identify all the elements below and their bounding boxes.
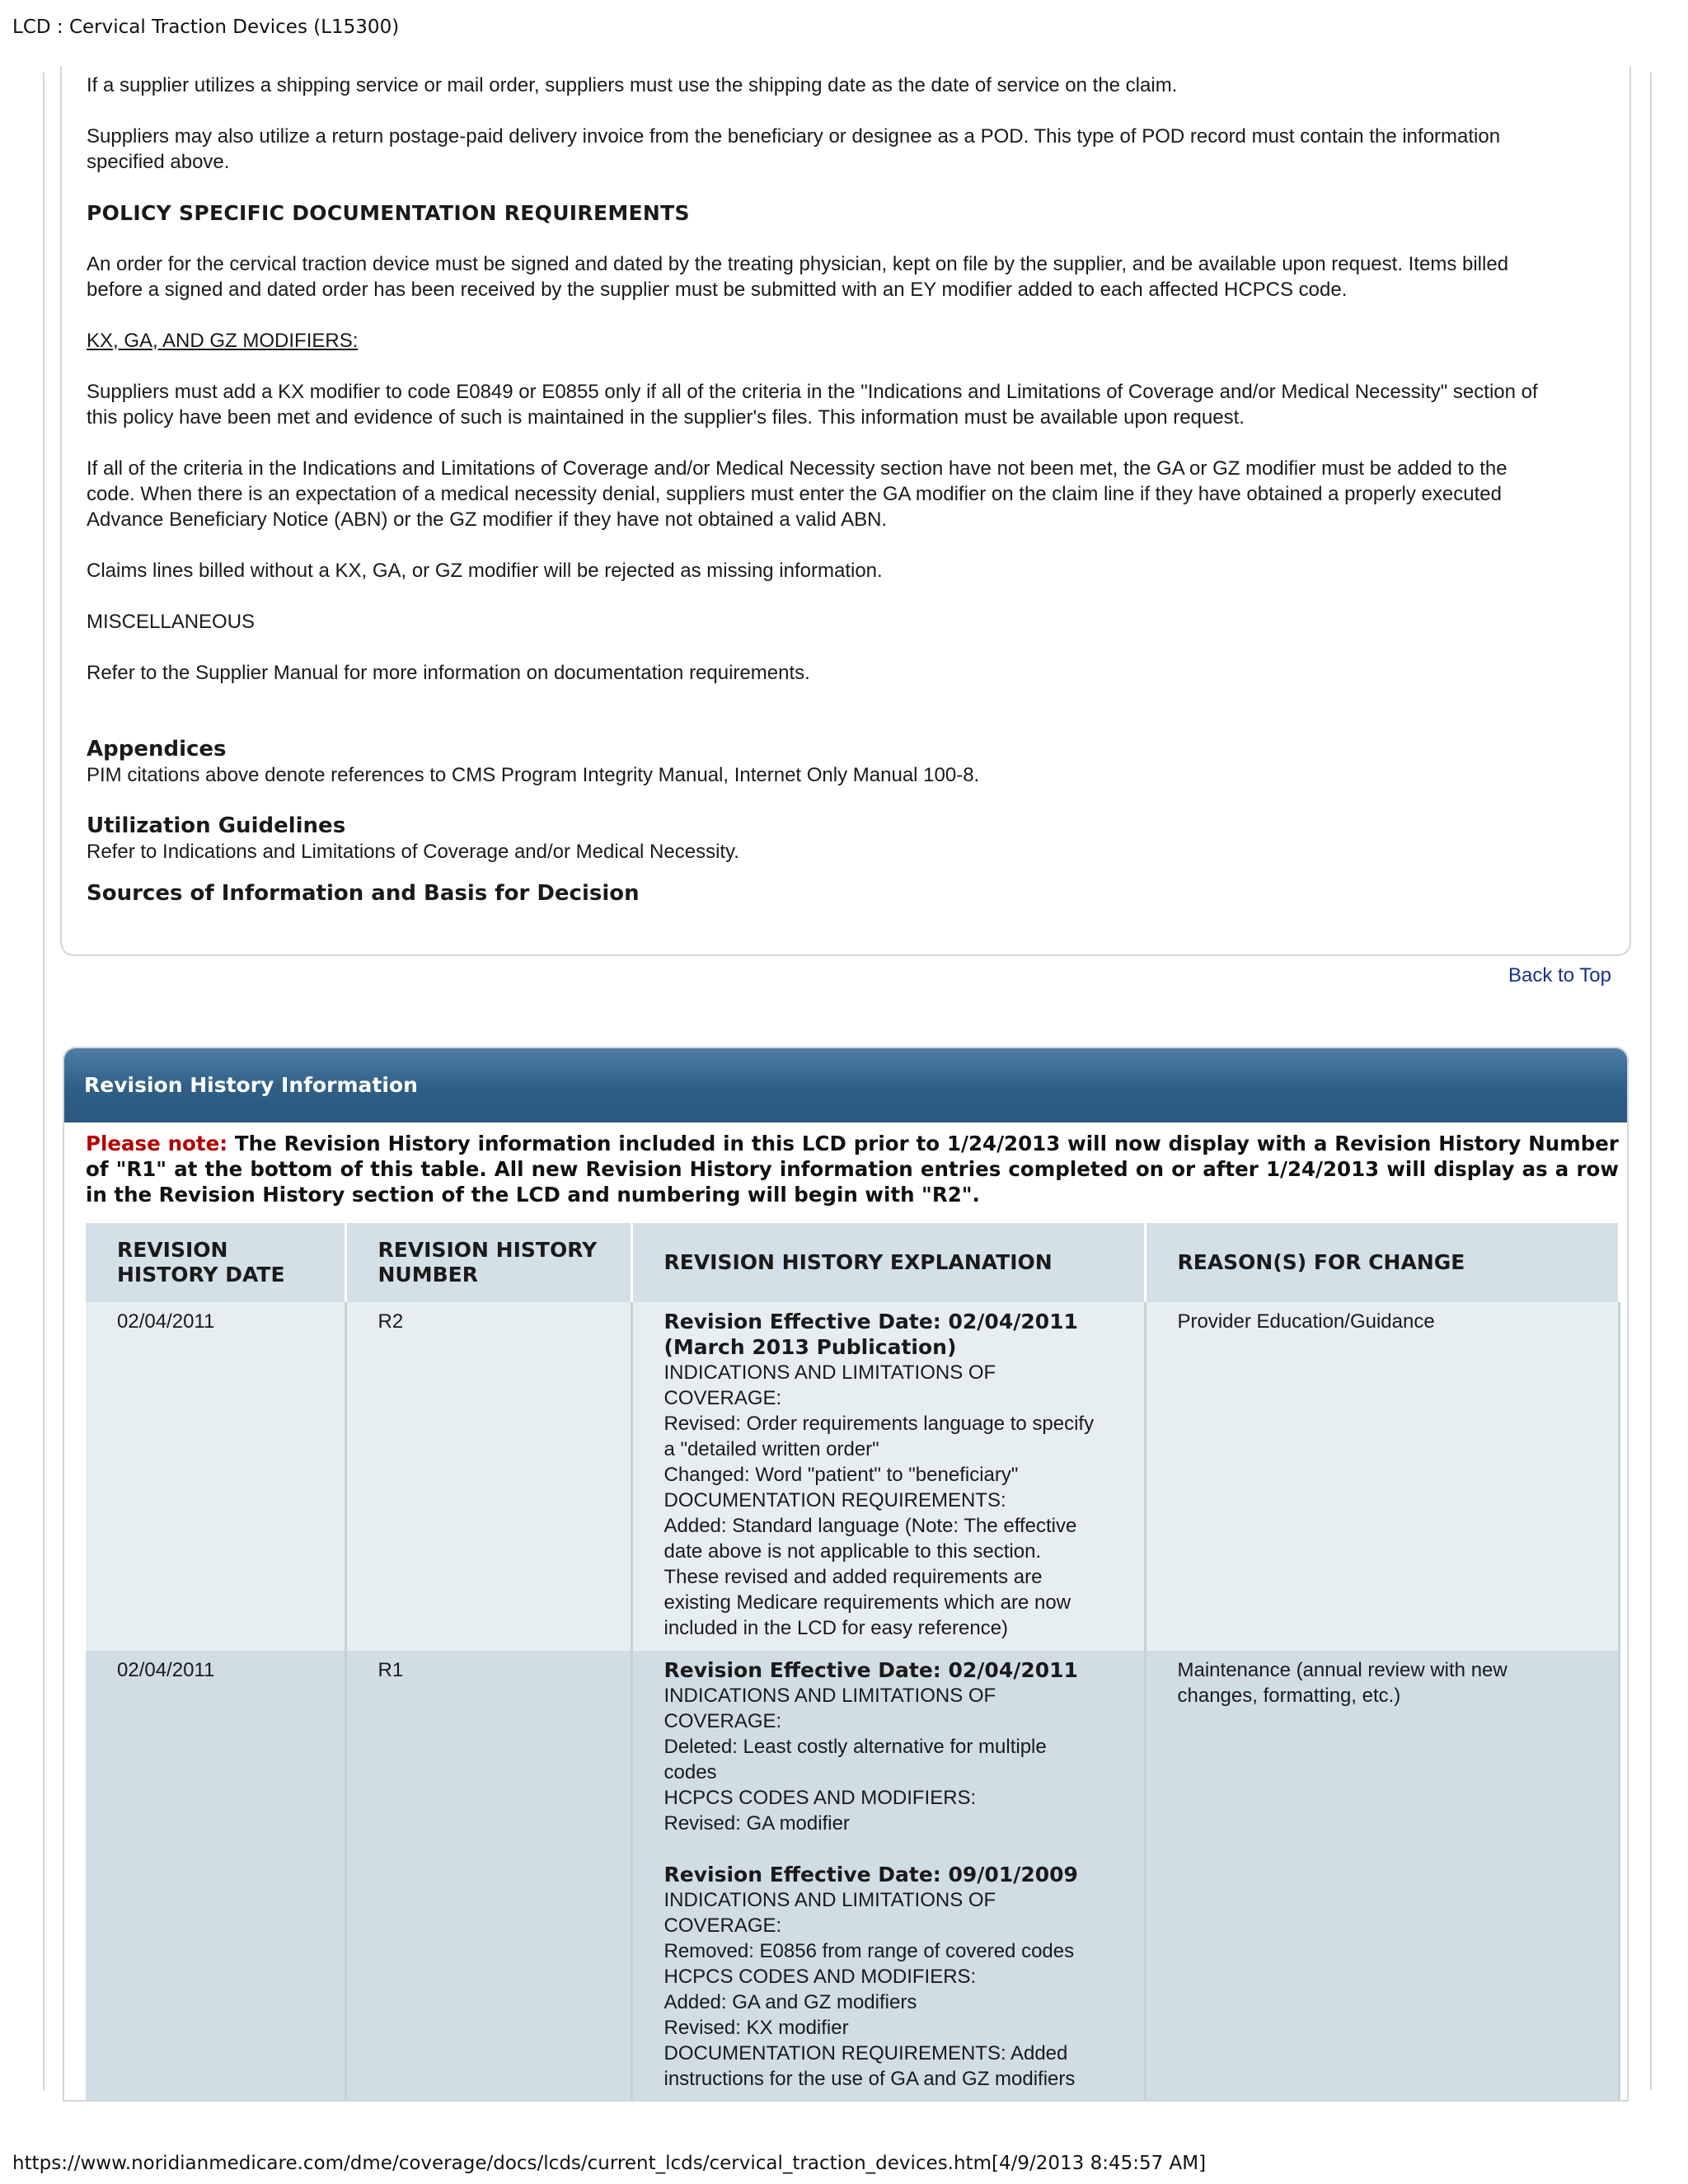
cell-reason: Provider Education/Guidance: [1145, 1302, 1619, 1651]
explanation-line: HCPCS CODES AND MODIFIERS:: [663, 1787, 977, 1809]
explanation-line: included in the LCD for easy reference): [663, 1617, 1009, 1639]
column-header-reason: REASON(S) FOR CHANGE: [1145, 1223, 1619, 1302]
heading-appendices: Appendices: [87, 737, 227, 762]
paragraph-claims: Claims lines billed without a KX, GA, or GZ modifier will be rejected as missing information.: [87, 560, 883, 582]
cell-date: 02/04/2011: [86, 1302, 345, 1651]
revision-history-header: Revision History Information: [64, 1048, 1627, 1122]
paragraph-postage-line1: Suppliers may also utilize a return postage-paid delivery invoice from the beneficiary or designee as a POD. This type of POD record must contain the information: [87, 125, 1501, 148]
revision-history-table: [86, 1223, 1620, 2102]
explanation-line: Deleted: Least costly alternative for multiple: [663, 1736, 1047, 1758]
paragraph-kx-line1: Suppliers must add a KX modifier to code E0849 or E0855 only if all of the criteria in the "Indications and Limitations of Coverage and/or Medical Necessity" section of: [87, 381, 1538, 403]
paragraph-appendices: PIM citations above denote references to CMS Program Integrity Manual, Internet Only Manual 100-8.: [87, 764, 980, 786]
cell-explanation: [631, 1302, 1145, 1651]
heading-miscellaneous: MISCELLANEOUS: [87, 611, 256, 633]
explanation-line: existing Medicare requirements which are now: [663, 1591, 1071, 1614]
explanation-line: HCPCS CODES AND MODIFIERS:: [663, 1966, 977, 1988]
explanation-subtitle: (March 2013 Publication): [663, 1335, 957, 1359]
cell-number: R2: [345, 1302, 631, 1651]
back-to-top-link[interactable]: Back to Top: [1508, 964, 1611, 987]
page-frame-right: [1650, 73, 1652, 2090]
explanation-line: COVERAGE:: [663, 1915, 782, 1937]
explanation-line: INDICATIONS AND LIMITATIONS OF: [663, 1889, 996, 1911]
explanation-title: Revision Effective Date: 02/04/2011: [663, 1658, 1078, 1682]
paragraph-ga-line2: code. When there is an expectation of a medical necessity denial, suppliers must enter the GA modifier on the claim line if they have obtained a properly executed: [87, 483, 1502, 505]
paragraph-miscellaneous: Refer to the Supplier Manual for more information on documentation requirements.: [87, 662, 810, 684]
explanation-line: Added: GA and GZ modifiers: [663, 1991, 917, 2013]
explanation-line: Revised: KX modifier: [663, 2017, 849, 2039]
explanation-line: Revised: Order requirements language to specify: [663, 1413, 1095, 1435]
column-header-number: REVISION HISTORY NUMBER: [345, 1223, 631, 1302]
explanation-title: Revision Effective Date: 02/04/2011: [663, 1310, 1078, 1333]
table-header-row: [86, 1223, 1619, 1302]
explanation-line: Changed: Word "patient" to "beneficiary": [663, 1464, 1019, 1486]
explanation-line: COVERAGE:: [663, 1710, 782, 1732]
explanation-line: Revised: GA modifier: [663, 1812, 850, 1835]
explanation-line: COVERAGE:: [663, 1387, 782, 1409]
explanation-line: INDICATIONS AND LIMITATIONS OF: [663, 1361, 996, 1384]
print-header-title: LCD : Cervical Traction Devices (L15300): [12, 16, 400, 38]
revision-note: [86, 1131, 1619, 1207]
explanation-line: Added: Standard language (Note: The effective: [663, 1515, 1077, 1537]
table-row: [86, 1302, 1619, 1651]
explanation-title: Revision Effective Date: 09/01/2009: [663, 1863, 1078, 1886]
paragraph-utilization: Refer to Indications and Limitations of Coverage and/or Medical Necessity.: [87, 841, 739, 863]
revision-note-text: The Revision History information included in this LCD prior to 1/24/2013 will now display with a Revision History Number of "R1" at the bottom of this table. All new Revision History information entries completed on or after 1/24/2013 will display as a row in the Revision History section of the LCD and numbering will begin with "R2".: [86, 1132, 1619, 1207]
cell-reason: [1145, 1651, 1619, 2102]
documentation-content: [87, 73, 1611, 907]
paragraph-shipping: If a supplier utilizes a shipping service or mail order, suppliers must use the shipping date as the date of service on the claim.: [87, 74, 1178, 96]
table-row: [86, 1651, 1619, 2102]
explanation-line: a "detailed written order": [663, 1438, 879, 1460]
explanation-line: These revised and added requirements are: [663, 1566, 1043, 1588]
explanation-line: INDICATIONS AND LIMITATIONS OF: [663, 1685, 996, 1707]
paragraph-ga-line1: If all of the criteria in the Indications and Limitations of Coverage and/or Medical Necessity section have not been met, the GA or GZ modifier must be added to the: [87, 457, 1507, 480]
reason-line: changes, formatting, etc.): [1177, 1685, 1401, 1707]
documentation-section: [60, 66, 1631, 956]
paragraph-kx-line2: this policy have been met and evidence of such is maintained in the supplier's files. This information must be available upon request.: [87, 406, 1245, 429]
column-header-date: REVISION HISTORY DATE: [86, 1223, 345, 1302]
heading-policy-documentation: POLICY SPECIFIC DOCUMENTATION REQUIREMENTS: [87, 201, 690, 225]
revision-note-label: Please note:: [86, 1132, 228, 1155]
cell-date: 02/04/2011: [86, 1651, 345, 2102]
cell-number: R1: [345, 1651, 631, 2102]
heading-sources: Sources of Information and Basis for Decision: [87, 881, 640, 906]
print-footer-url: https://www.noridianmedicare.com/dme/coverage/docs/lcds/current_lcds/cervical_traction_devices.htm[4/9/2013 8:45:57 AM]: [12, 2153, 1207, 2174]
column-header-explanation: REVISION HISTORY EXPLANATION: [631, 1223, 1145, 1302]
heading-modifiers: KX, GA, AND GZ MODIFIERS:: [87, 330, 359, 352]
explanation-line: date above is not applicable to this section.: [663, 1540, 1042, 1563]
reason-line: Maintenance (annual review with new: [1177, 1659, 1507, 1681]
paragraph-order-line2: before a signed and dated order has been received by the supplier must be submitted with an EY modifier added to each affected HCPCS code.: [87, 279, 1348, 301]
explanation-line: DOCUMENTATION REQUIREMENTS: Added: [663, 2042, 1068, 2064]
paragraph-order-line1: An order for the cervical traction device must be signed and dated by the treating physician, kept on file by the supplier, and be available upon request. Items billed: [87, 253, 1509, 275]
explanation-line: Removed: E0856 from range of covered codes: [663, 1940, 1075, 1962]
explanation-line: instructions for the use of GA and GZ modifiers: [663, 2068, 1076, 2090]
cell-explanation: [631, 1651, 1145, 2102]
explanation-line: DOCUMENTATION REQUIREMENTS:: [663, 1489, 1006, 1511]
page-frame-left: [43, 73, 45, 2090]
revision-history-panel: [63, 1047, 1629, 2102]
paragraph-postage-line2: specified above.: [87, 151, 230, 173]
explanation-line: codes: [663, 1761, 717, 1783]
heading-utilization: Utilization Guidelines: [87, 813, 346, 838]
paragraph-ga-line3: Advance Beneficiary Notice (ABN) or the GZ modifier if they have not obtained a valid ABN.: [87, 509, 888, 531]
